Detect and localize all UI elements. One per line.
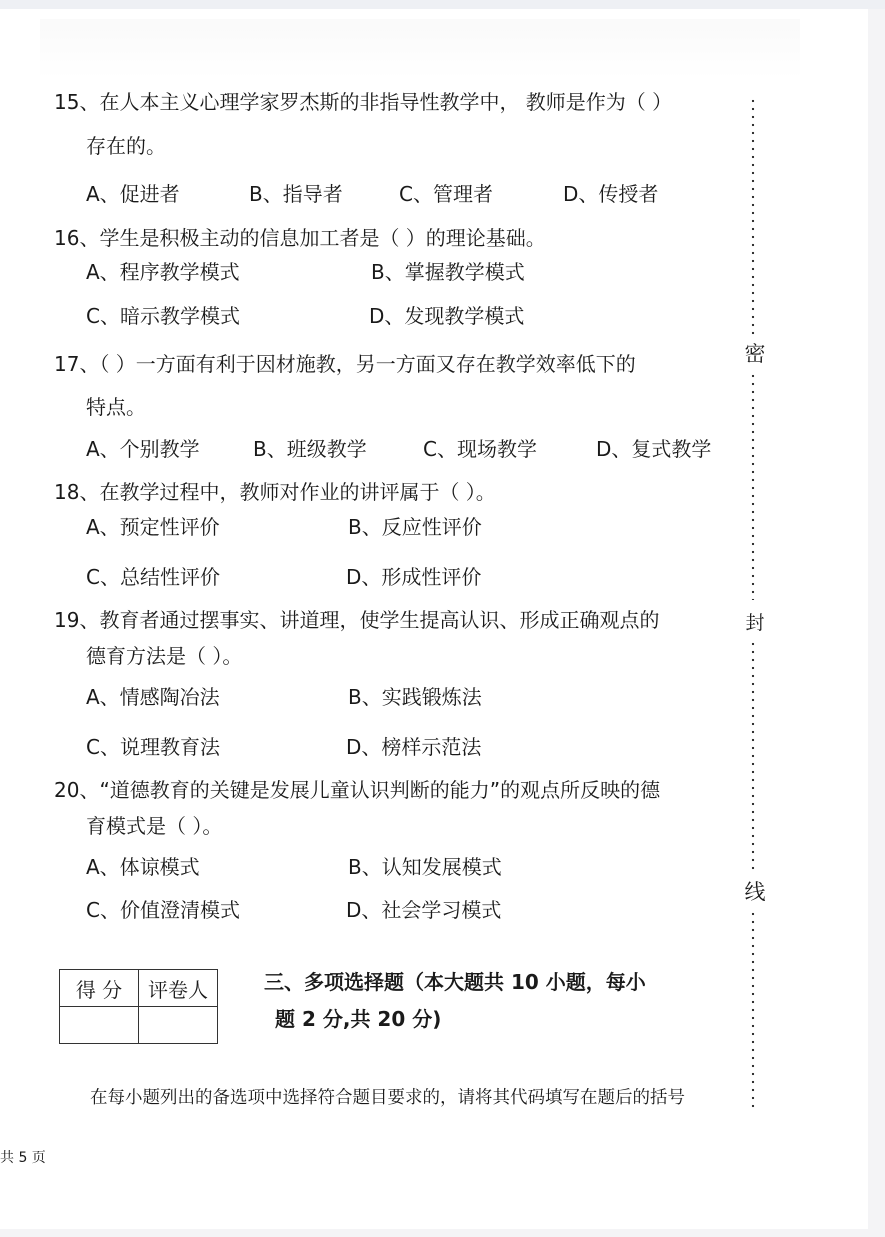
q15-option-d: D、传授者 <box>563 182 659 206</box>
seal-mark-mi: 密 <box>744 342 766 366</box>
page-footer: 共 5 页 <box>0 1150 46 1166</box>
binding-dots-2 <box>750 372 756 600</box>
q19-option-a: A、情感陶冶法 <box>86 685 220 709</box>
q15-stem-line2: 存在的。 <box>86 134 166 158</box>
q20-stem-line1: 20、“道德教育的关键是发展儿童认识判断的能力”的观点所反映的德 <box>54 778 661 802</box>
grader-header: 评卷人 <box>139 970 218 1007</box>
q16-option-a: A、程序教学模式 <box>86 260 240 284</box>
q15-option-a: A、促进者 <box>86 182 180 206</box>
seal-mark-xian: 线 <box>744 880 766 904</box>
grader-cell[interactable] <box>139 1007 218 1044</box>
q17-option-d: D、复式教学 <box>596 437 712 461</box>
section-title-line1: 三、多项选择题（本大题共 10 小题，每小 <box>264 970 646 994</box>
q17-stem-line1: 17、（ ）一方面有利于因材施教，另一方面又存在教学效率低下的 <box>54 352 636 376</box>
q16-stem-line1: 16、学生是积极主动的信息加工者是（ ）的理论基础。 <box>54 226 546 250</box>
q20-option-a: A、体谅模式 <box>86 855 200 879</box>
score-cell[interactable] <box>60 1007 139 1044</box>
top-bar <box>0 0 885 9</box>
page-shadow <box>40 19 800 79</box>
q17-option-a: A、个别教学 <box>86 437 200 461</box>
q17-stem-line2: 特点。 <box>86 395 146 419</box>
q17-option-c: C、现场教学 <box>423 437 537 461</box>
q15-stem-line1: 15、在人本主义心理学家罗杰斯的非指导性教学中， 教师是作为（ ） <box>54 90 673 114</box>
q18-stem-line1: 18、在教学过程中，教师对作业的讲评属于（ ）。 <box>54 480 496 504</box>
q16-option-d: D、发现教学模式 <box>369 304 525 328</box>
q19-option-b: B、实践锻炼法 <box>348 685 482 709</box>
q19-option-d: D、榜样示范法 <box>346 735 482 759</box>
q20-option-d: D、社会学习模式 <box>346 898 502 922</box>
section-title-line2: 题 2 分,共 20 分) <box>275 1007 442 1031</box>
binding-dots-1 <box>750 97 756 337</box>
q16-option-b: B、掌握教学模式 <box>371 260 525 284</box>
q18-option-b: B、反应性评价 <box>348 515 482 539</box>
score-header: 得 分 <box>60 970 139 1007</box>
score-table <box>59 969 218 1044</box>
q15-option-b: B、指导者 <box>249 182 343 206</box>
q15-option-c: C、管理者 <box>399 182 493 206</box>
seal-mark-feng: 封 <box>745 612 765 634</box>
q20-stem-line2: 育模式是（ ）。 <box>86 814 223 838</box>
q20-option-c: C、价值澄清模式 <box>86 898 240 922</box>
q19-stem-line1: 19、教育者通过摆事实、讲道理，使学生提高认识、形成正确观点的 <box>54 608 660 632</box>
q19-option-c: C、说理教育法 <box>86 735 220 759</box>
section-instruction: 在每小题列出的备选项中选择符合题目要求的，请将其代码填写在题后的括号 <box>90 1088 685 1108</box>
q20-option-b: B、认知发展模式 <box>348 855 502 879</box>
q16-option-c: C、暗示教学模式 <box>86 304 240 328</box>
binding-dots-4 <box>750 910 756 1108</box>
q17-option-b: B、班级教学 <box>253 437 367 461</box>
q18-option-d: D、形成性评价 <box>346 565 482 589</box>
q18-option-c: C、总结性评价 <box>86 565 220 589</box>
binding-dots-3 <box>750 640 756 870</box>
q18-option-a: A、预定性评价 <box>86 515 220 539</box>
q19-stem-line2: 德育方法是（ ）。 <box>86 644 243 668</box>
